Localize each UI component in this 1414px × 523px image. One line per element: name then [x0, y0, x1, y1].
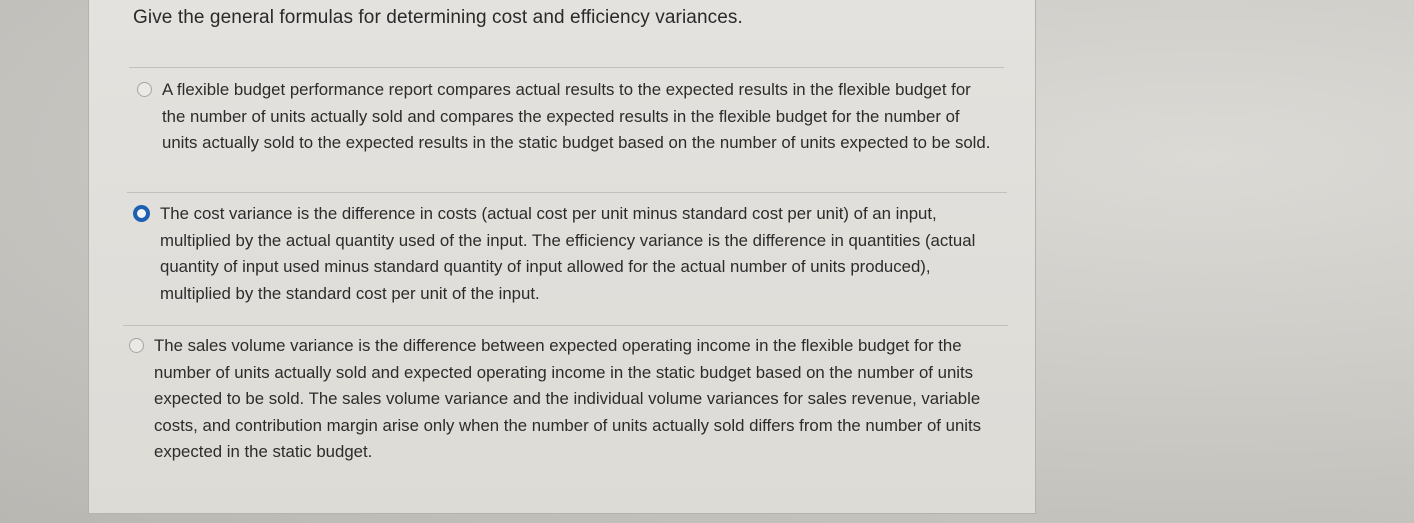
question-panel: [88, 0, 1036, 514]
question-text: Give the general formulas for determining cost and efficiency variances.: [133, 7, 743, 28]
option-c-text[interactable]: The sales volume variance is the difference between expected operating income in the flexible budget for the number of units actually sold and expected operating income in the static budget based on the number of units expected to be sold. The sales volume variance and the individual volume variances for sales revenue, variable costs, and contribution margin arise only when the number of units actually sold differs from the number of units expected in the static budget.: [154, 336, 982, 461]
divider-top: [129, 67, 1004, 68]
divider-2: [123, 325, 1008, 326]
divider-1: [127, 192, 1007, 193]
radio-option-a[interactable]: [137, 82, 152, 97]
radio-option-b-selected[interactable]: [133, 205, 150, 222]
option-b[interactable]: [133, 201, 1005, 307]
option-c[interactable]: [129, 333, 1004, 466]
option-b-text[interactable]: The cost variance is the difference in costs (actual cost per unit minus standard cost per unit) of an input, multiplied by the actual quantity used of the input. The efficiency variance is the difference in quantities (actual quantity of input used minus standard quantity of input allowed for the actual number of units produced), multiplied by the standard cost per unit of the input.: [160, 204, 976, 303]
radio-option-c[interactable]: [129, 338, 144, 353]
option-a[interactable]: [137, 77, 997, 157]
option-a-text[interactable]: A flexible budget performance report compares actual results to the expected results in the flexible budget for the number of units actually sold and compares the expected results in the flexible budget for the number of units actually sold to the expected results in the static budget based on the number of units expected to be sold.: [162, 80, 991, 152]
